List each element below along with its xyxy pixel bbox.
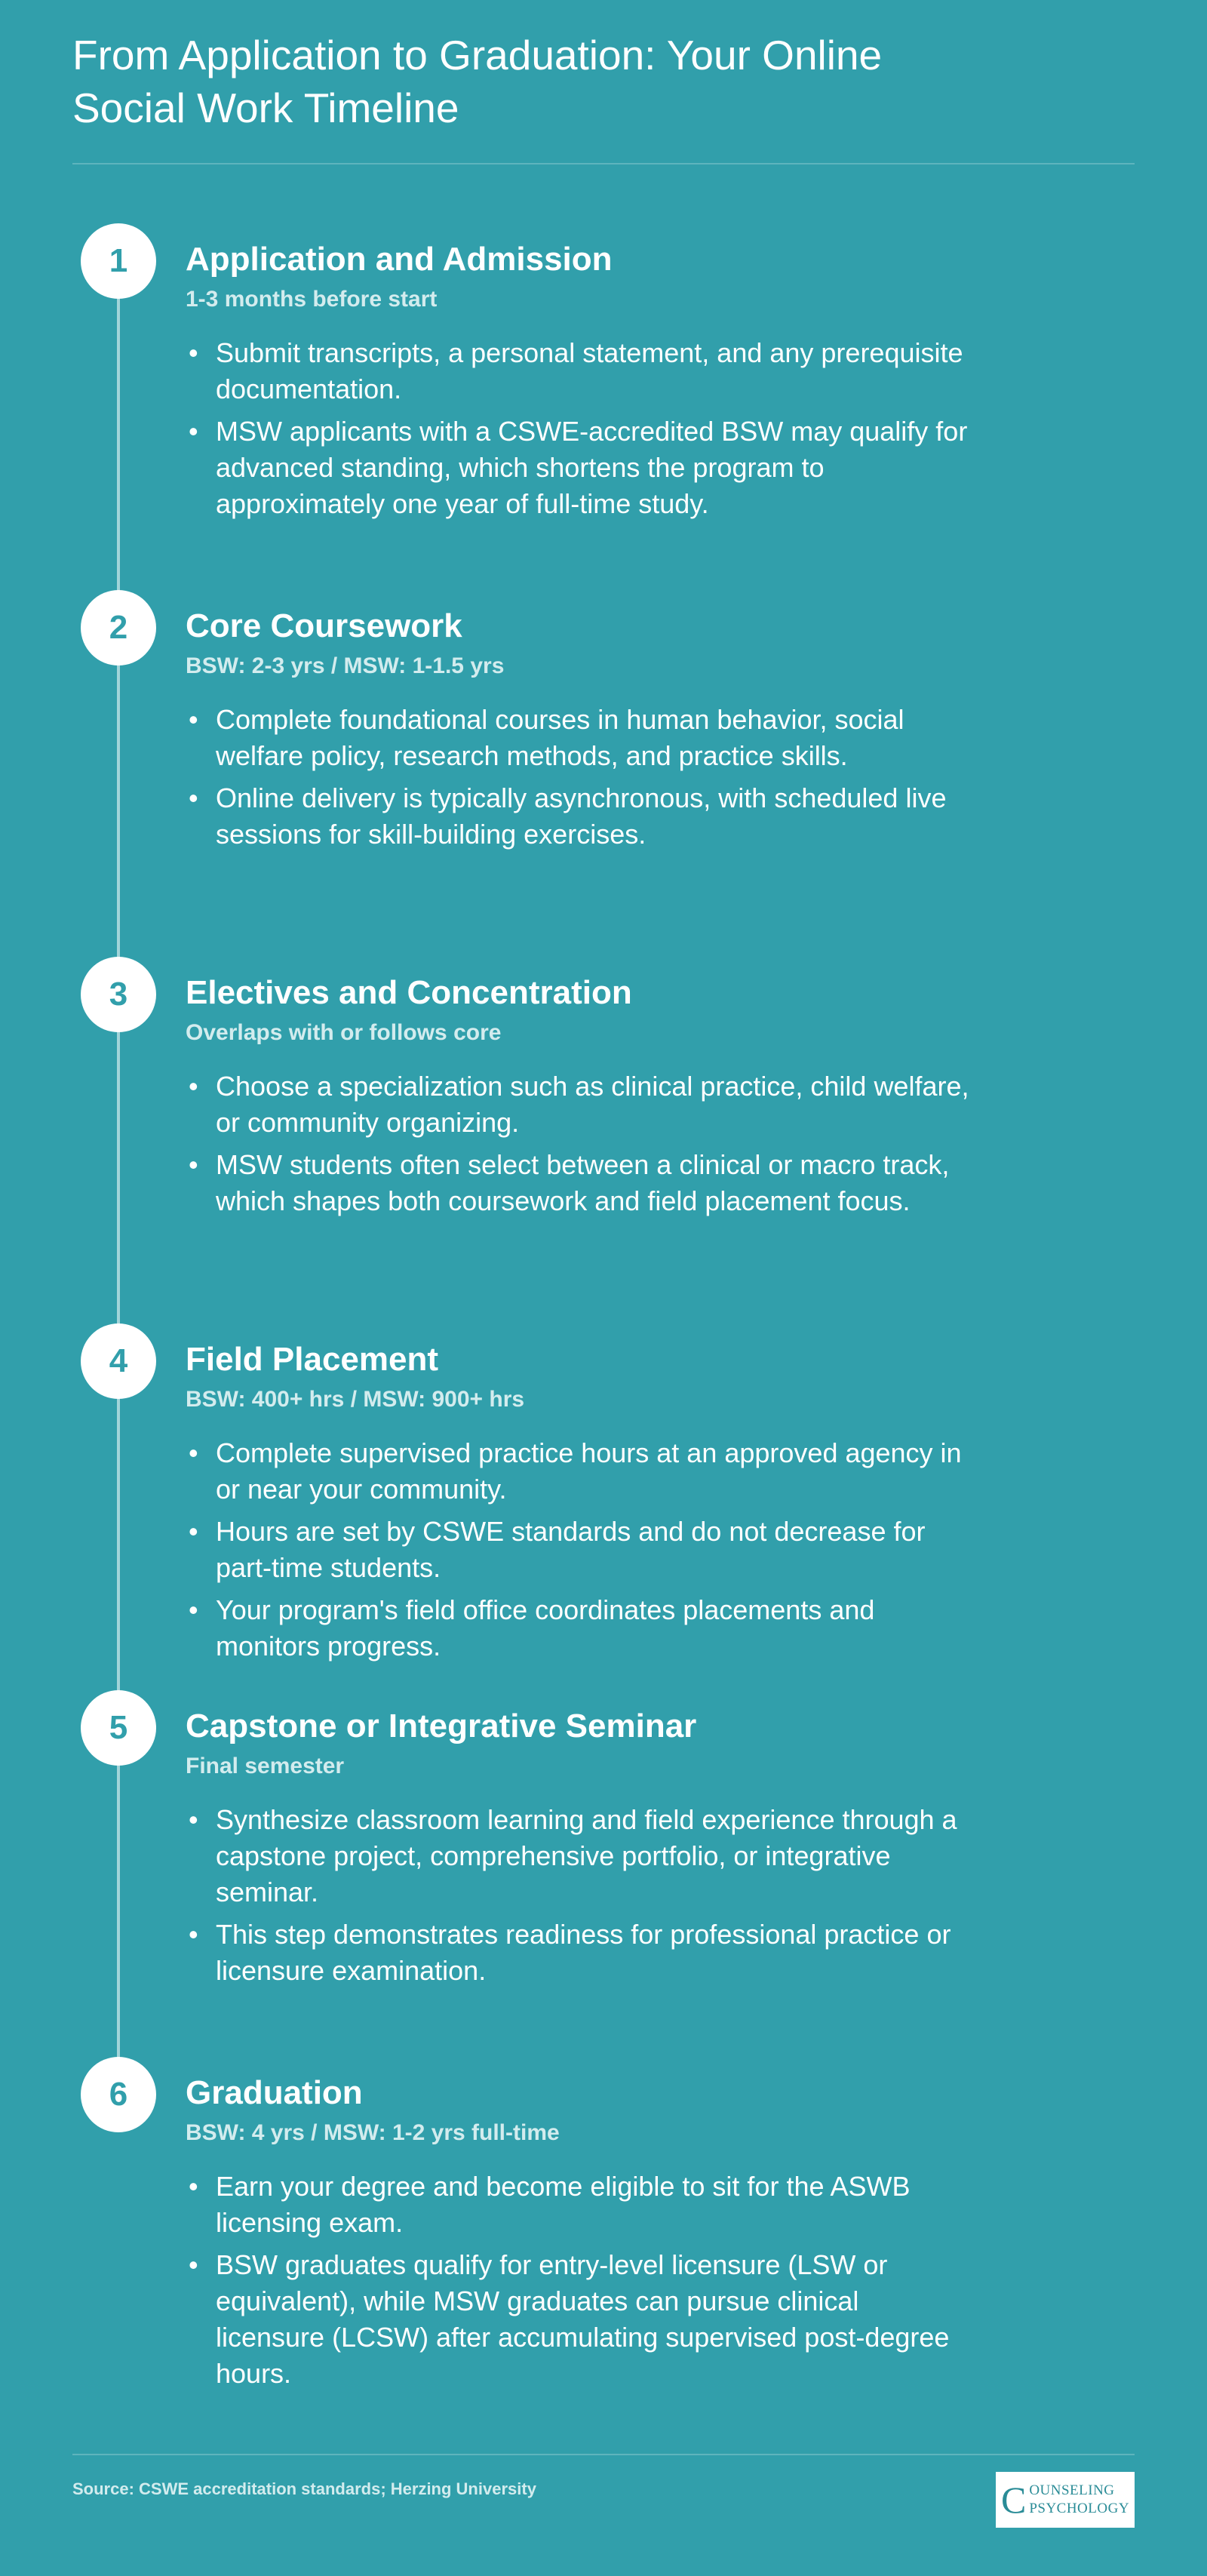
step-number-badge: 2: [81, 590, 156, 666]
bullet-dot-icon: •: [189, 2171, 198, 2202]
bullet-text: MSW students often select between a clinical or macro track, which shapes both coursework and field placement focus.: [216, 1149, 950, 1216]
timeline-line: [117, 261, 120, 2095]
bullet-text: Synthesize classroom learning and field experience through a capstone project, comprehensive portfolio, or integrative seminar.: [216, 1804, 957, 1907]
step-content: [186, 1705, 993, 1995]
bullet-item: [186, 2247, 970, 2392]
source-citation: Source: CSWE accreditation standards; Herzing University: [72, 2479, 536, 2498]
bullet-dot-icon: •: [189, 704, 198, 735]
logo-line-1: OUNSELING: [1029, 2482, 1115, 2498]
step-timing: Final semester: [186, 1754, 345, 1778]
header-divider: [72, 163, 1135, 164]
bullet-item: [186, 702, 970, 774]
step-title: Application and Admission: [186, 241, 613, 278]
bullet-dot-icon: •: [189, 782, 198, 813]
step-timing: BSW: 4 yrs / MSW: 1-2 yrs full-time: [186, 2120, 560, 2145]
step-timing: Overlaps with or follows core: [186, 1020, 502, 1045]
step-number-badge: 3: [81, 957, 156, 1032]
bullet-item: [186, 1435, 970, 1508]
bullet-dot-icon: •: [189, 1594, 198, 1625]
step-number-badge: 1: [81, 223, 156, 299]
bullet-text: BSW graduates qualify for entry-level licensure (LSW or equivalent), while MSW graduates can pursue clinical licensure (LCSW) after accumulating supervised post-degree hours.: [216, 2249, 950, 2389]
step-content: [186, 1339, 993, 1671]
step-timing: 1-3 months before start: [186, 287, 438, 312]
bullet-item: [186, 1514, 970, 1586]
step-title: Core Coursework: [186, 607, 462, 644]
bullet-dot-icon: •: [189, 337, 198, 368]
bullet-dot-icon: •: [189, 1919, 198, 1950]
step-timing: BSW: 400+ hrs / MSW: 900+ hrs: [186, 1387, 525, 1412]
bullet-text: MSW applicants with a CSWE-accredited BSW may qualify for advanced standing, which shortens the program to approximately one year of full-time study.: [216, 416, 968, 519]
step-content: [186, 605, 993, 859]
bullet-item: [186, 780, 970, 853]
step-timing: BSW: 2-3 yrs / MSW: 1-1.5 yrs: [186, 653, 505, 678]
bullet-item: [186, 1917, 970, 1989]
step-title: Electives and Concentration: [186, 974, 632, 1011]
step-bullet-list: [186, 1802, 970, 1989]
logo-wordmark: [1029, 2482, 1129, 2518]
bullet-item: [186, 1592, 970, 1665]
bullet-dot-icon: •: [189, 416, 198, 447]
step-title: Capstone or Integrative Seminar: [186, 1708, 697, 1744]
bullet-item: [186, 335, 970, 407]
bullet-dot-icon: •: [189, 1071, 198, 1102]
bullet-dot-icon: •: [189, 2249, 198, 2280]
bullet-text: Earn your degree and become eligible to sit for the ASWB licensing exam.: [216, 2171, 911, 2238]
bullet-item: [186, 2169, 970, 2241]
bullet-text: Submit transcripts, a personal statement, and any prerequisite documentation.: [216, 337, 963, 404]
step-bullet-list: [186, 1435, 970, 1665]
step-content: [186, 238, 993, 528]
bullet-item: [186, 1802, 970, 1910]
logo-line-2: PSYCHOLOGY: [1029, 2501, 1130, 2516]
step-bullet-list: [186, 702, 970, 853]
step-content: [186, 972, 993, 1225]
step-number-badge: 5: [81, 1690, 156, 1766]
bullet-text: Choose a specialization such as clinical practice, child welfare, or community organizing.: [216, 1071, 969, 1138]
step-number-badge: 6: [81, 2057, 156, 2132]
step-number-badge: 4: [81, 1323, 156, 1399]
bullet-text: Complete foundational courses in human behavior, social welfare policy, research methods, and practice skills.: [216, 704, 904, 771]
bullet-text: Complete supervised practice hours at an approved agency in or near your community.: [216, 1437, 962, 1505]
step-bullet-list: [186, 2169, 970, 2392]
step-title: Graduation: [186, 2074, 363, 2111]
bullet-text: Hours are set by CSWE standards and do not decrease for part-time students.: [216, 1516, 926, 1583]
bullet-dot-icon: •: [189, 1516, 198, 1547]
footer-divider: [72, 2454, 1135, 2455]
bullet-item: [186, 1068, 970, 1141]
bullet-text: This step demonstrates readiness for professional practice or licensure examination.: [216, 1919, 951, 1986]
logo-c-mark: C: [1000, 2479, 1027, 2521]
step-title: Field Placement: [186, 1341, 439, 1378]
bullet-dot-icon: •: [189, 1437, 198, 1468]
step-content: [186, 2072, 993, 2398]
counseling-psychology-logo: [996, 2472, 1135, 2528]
page-title: From Application to Graduation: Your Online Social Work Timeline: [72, 32, 883, 131]
step-bullet-list: [186, 1068, 970, 1219]
bullet-text: Your program's field office coordinates placements and monitors progress.: [216, 1594, 875, 1661]
bullet-dot-icon: •: [189, 1804, 198, 1835]
bullet-dot-icon: •: [189, 1149, 198, 1180]
bullet-text: Online delivery is typically asynchronous, with scheduled live sessions for skill-building exercises.: [216, 782, 947, 850]
bullet-item: [186, 1147, 970, 1219]
step-bullet-list: [186, 335, 970, 522]
bullet-item: [186, 413, 970, 522]
